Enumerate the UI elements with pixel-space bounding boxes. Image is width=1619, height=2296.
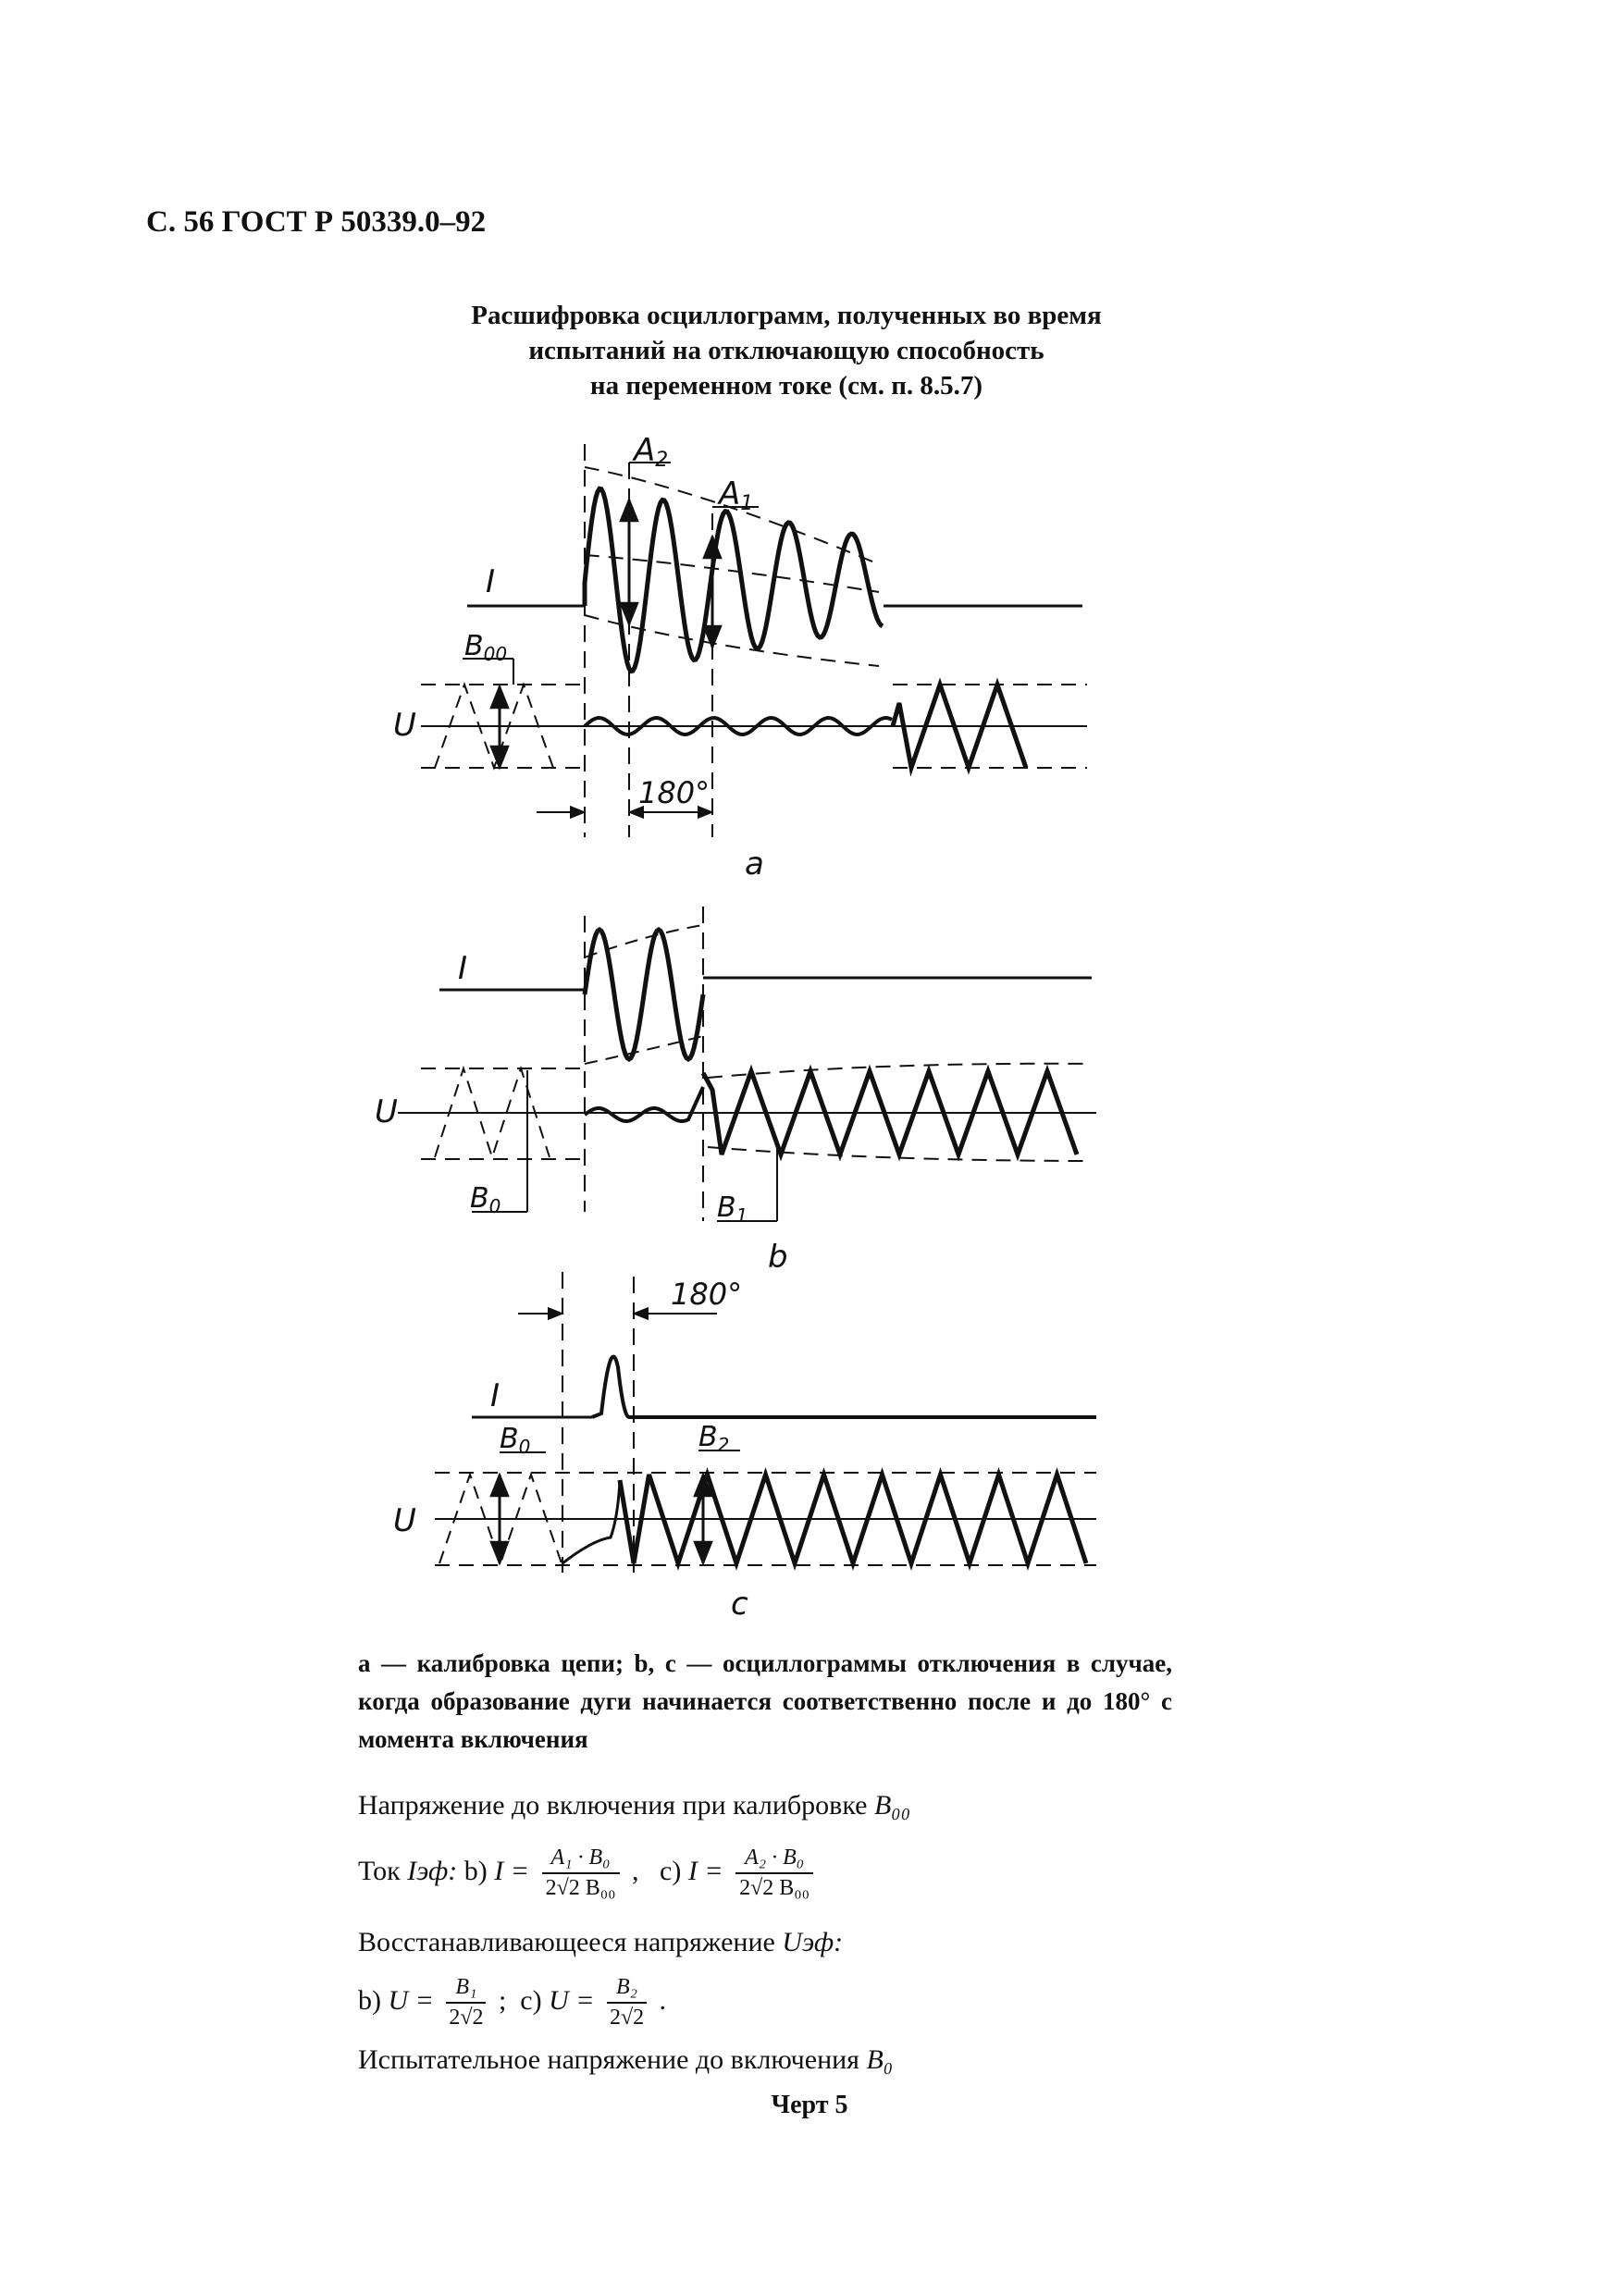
formula-c-fraction	[735, 1845, 813, 1901]
voltage-label-c-b0: $B_0$	[500, 1423, 531, 1458]
figure-number: Черт 5	[771, 2091, 848, 2119]
u-formula-b-label: b)	[358, 1984, 381, 2016]
formula-c-lhs: I =	[687, 1855, 723, 1886]
u-formula-c-numerator: B₂	[607, 1975, 647, 2004]
current-formula-line: Ток Iэф: b) I = $\frac{\text{A₁ · B₀}}{\text{2√2 B₀₀}}$ , c) I = $\frac{\text{A₂ · B₀}}{\text{2√2 B₀₀}}$	[358, 1845, 819, 1901]
panel-b	[375, 907, 1096, 1276]
cal-voltage-text: Напряжение до включения при калибровке	[358, 1790, 868, 1821]
voltage-label-b1: $B_1$	[717, 1191, 748, 1227]
voltage-label-a: U	[393, 707, 416, 744]
voltage-envelope-upper-b-after	[708, 1064, 1092, 1078]
cal-voltage-label-b00: $B_{00}$	[464, 630, 508, 665]
recovery-voltage-symbol: Uэф:	[782, 1927, 844, 1957]
recovery-voltage-text: Восстанавливающееся напряжение	[358, 1927, 775, 1957]
formula-c-numerator: A₂ · B₀	[735, 1845, 813, 1874]
figure-caption: а — калибровка цепи; b, c — осциллограммы отключения в случае, когда образование дуги начинается соответственно после и до 180° с момента включения	[358, 1649, 1172, 1753]
current-label-a: I	[486, 563, 496, 600]
peak-label-a2: A2	[634, 432, 669, 472]
formula-b-fraction	[542, 1845, 620, 1901]
angle-label-c: 180°	[671, 1277, 743, 1312]
title-line-1: Расшифровка осциллограмм, полученных во время	[471, 301, 1102, 330]
formula-b-numerator: A₁ · B₀	[542, 1845, 620, 1874]
u-formula-b-lhs: U =	[388, 1984, 434, 2016]
u-formula-c-denominator: 2√2	[609, 2006, 645, 2030]
u-formula-b-denominator: 2√2	[449, 2006, 484, 2030]
voltage-label-b0: $B_0$	[470, 1182, 501, 1217]
formula-c-denominator: 2√2 B₀₀	[739, 1876, 810, 1900]
cal-voltage-line	[358, 1790, 910, 1821]
current-symbol: Iэф:	[407, 1855, 458, 1886]
panel-label-c: c	[731, 1586, 748, 1623]
voltage-label-b2: $B_2$	[698, 1421, 730, 1456]
voltage-formula-line: b) U = $\frac{\text{B₁}}{2√2}$ ; c) U = $\frac{\text{B₂}}{2√2}$ .	[358, 1975, 667, 2030]
voltage-trace-b-arc	[585, 1087, 703, 1121]
u-formula-c-lhs: U =	[549, 1984, 595, 2016]
test-voltage-symbol: B₀	[866, 2044, 894, 2075]
panel-label-a: a	[745, 846, 764, 883]
current-trace-c	[592, 1357, 1096, 1417]
u-formula-c-label: c)	[520, 1984, 542, 2016]
u-formula-b-fraction	[446, 1975, 486, 2031]
panel-label-b: b	[768, 1239, 788, 1276]
test-voltage-line	[358, 2044, 893, 2076]
voltage-label-b: U	[375, 1093, 398, 1130]
formula-b-denominator: 2√2 B₀₀	[545, 1876, 616, 1900]
formula-c-label: c)	[660, 1855, 682, 1886]
recovery-voltage-line	[358, 1927, 843, 1958]
u-formula-c-fraction	[607, 1975, 647, 2031]
cal-voltage-symbol: B₀₀	[873, 1790, 911, 1821]
current-label-c: I	[490, 1377, 501, 1414]
panel-c	[393, 1272, 1096, 1623]
current-trace-b	[585, 930, 703, 1059]
current-label-b: I	[458, 950, 468, 987]
panel-a	[393, 432, 1087, 883]
angle-label-a: 180°	[638, 775, 711, 810]
formula-b-label: b)	[463, 1855, 488, 1886]
u-formula-b-numerator: B₁	[446, 1975, 486, 2004]
title-line-3: на переменном токе (см. п. 8.5.7)	[589, 371, 983, 401]
peak-label-a1: A1	[719, 475, 754, 515]
current-prefix: Ток	[358, 1855, 401, 1886]
voltage-label-c: U	[393, 1502, 416, 1539]
formula-b-lhs: I =	[494, 1855, 530, 1886]
test-voltage-text: Испытательное напряжение до включения	[358, 2044, 859, 2075]
page-header: С. 56 ГОСТ Р 50339.0–92	[146, 205, 487, 239]
voltage-trace-c-arc	[562, 1480, 620, 1563]
title-line-2: испытаний на отключающую способность	[528, 336, 1044, 365]
